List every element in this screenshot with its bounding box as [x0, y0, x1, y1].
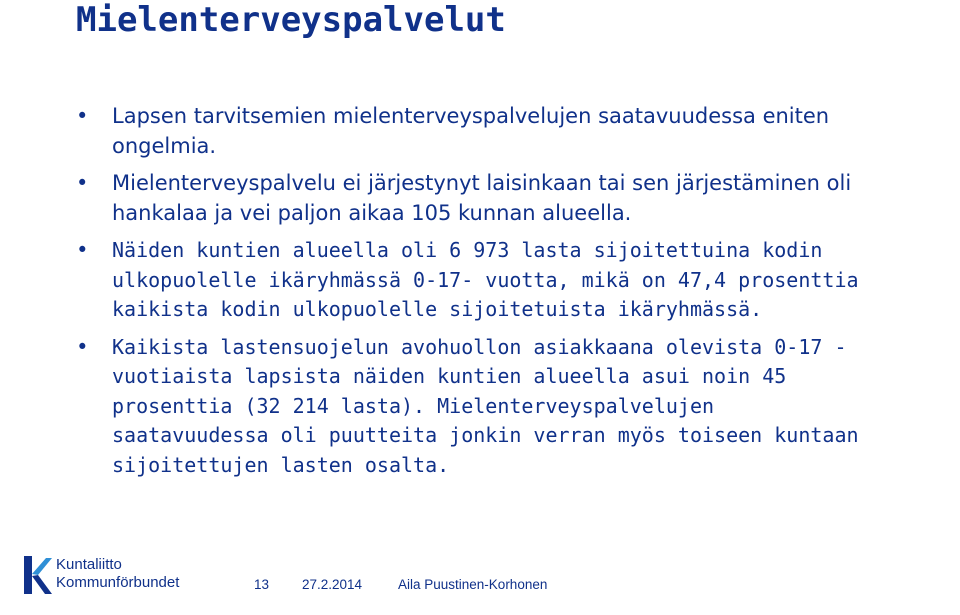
kuntaliitto-logo — [22, 554, 192, 596]
bullet-text: Kaikista lastensuojelun avohuollon asiakkaana olevista 0-17 -vuotiaista lapsista näiden kuntien alueella asui noin 45 prosenttia (32 214 lasta). Mielenterveyspalvelujen saatavuudessa oli puutteita jonkin verran myös toiseen kuntaan sijoitettujen lasten osalta. — [112, 334, 859, 477]
footer-date: 27.2.2014 — [302, 577, 363, 592]
logo-line-2: Kommunförbundet — [56, 574, 180, 591]
logo-line-1: Kuntaliitto — [56, 556, 122, 573]
bullet-text: Lapsen tarvitsemien mielenterveyspalvelujen saatavuudessa eniten ongelmia. — [112, 104, 830, 158]
bullet-item — [76, 236, 876, 325]
bullet-item — [76, 333, 876, 481]
kuntaliitto-logo-mark-icon — [22, 554, 52, 596]
bullet-dot-icon: • — [76, 104, 89, 128]
logo-text — [56, 556, 179, 592]
slide-footer — [0, 545, 960, 615]
bullet-list — [76, 102, 876, 488]
bullet-dot-icon: • — [76, 334, 89, 359]
bullet-item — [76, 102, 876, 161]
page-number: 13 — [254, 577, 270, 592]
slide-title: Mielenterveyspalvelut — [76, 0, 506, 40]
bullet-dot-icon: • — [76, 171, 89, 195]
bullet-text: Näiden kuntien alueella oli 6 973 lasta sijoitettuina kodin ulkopuolelle ikäryhmässä 0-17- vuotta, mikä on 47,4 prosenttia kaikista kodin ulkopuolelle sijoitetuista ikäryhmässä. — [112, 238, 859, 321]
bullet-dot-icon: • — [76, 238, 89, 262]
bullet-item — [76, 169, 876, 228]
bullet-text: Mielenterveyspalvelu ei järjestynyt laisinkaan tai sen järjestäminen oli hankalaa ja vei paljon aikaa 105 kunnan alueella. — [112, 171, 852, 225]
footer-author: Aila Puustinen-Korhonen — [398, 577, 548, 592]
